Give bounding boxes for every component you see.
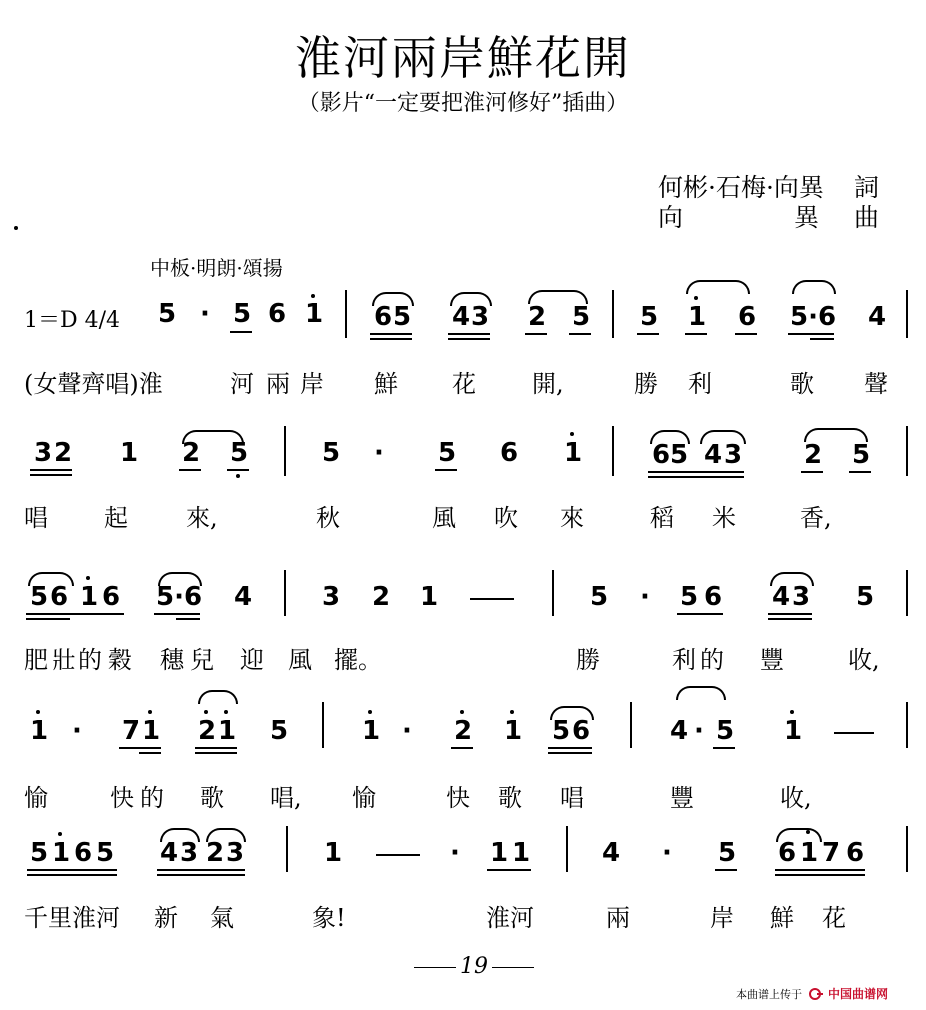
octave-dot (204, 710, 208, 714)
note: 5 (230, 438, 249, 468)
underline (810, 338, 834, 340)
note: 6 (846, 838, 865, 868)
note: 5 (30, 838, 49, 868)
lyric: 快 (110, 784, 134, 812)
note: 4 (234, 582, 253, 612)
note: 5 (716, 716, 735, 746)
underline (548, 752, 592, 754)
barline (906, 826, 908, 872)
note: 5 (640, 302, 659, 332)
composer-role: 曲 (854, 203, 880, 232)
lyric: 愉 (352, 784, 376, 812)
underline (525, 333, 547, 335)
note: 5 (30, 582, 49, 612)
note: 4 (868, 302, 887, 332)
lyric: 唱, (270, 784, 302, 812)
underline (713, 747, 735, 749)
note: 6 (778, 838, 797, 868)
lyric: 壯 (52, 646, 76, 674)
barline (612, 290, 614, 338)
lyric: 河 (510, 904, 534, 932)
octave-dot (148, 710, 152, 714)
lyric: 歌 (790, 370, 814, 398)
note: 5 (393, 302, 412, 332)
lyric: 香, (800, 504, 832, 532)
note: 1 (305, 299, 324, 329)
note-dot: · (450, 838, 460, 868)
note: 2 (54, 438, 73, 468)
underline (548, 747, 592, 749)
lyric: 肥 (24, 646, 48, 674)
underline (370, 333, 412, 335)
composer-name-b: 異 (794, 203, 820, 232)
underline (849, 471, 871, 473)
barline (552, 570, 554, 616)
octave-dot (806, 830, 810, 834)
underline (26, 618, 70, 620)
slur (676, 686, 726, 700)
barline (566, 826, 568, 872)
barline (284, 570, 286, 616)
underline (195, 752, 237, 754)
lyric: 里 (48, 904, 72, 932)
underline (451, 747, 473, 749)
note: 5 (852, 440, 871, 470)
barline (286, 826, 288, 872)
note: 5·6 (790, 302, 837, 332)
lyric: 鮮 (374, 370, 398, 398)
lyric: 兒 (190, 646, 214, 674)
underline (637, 333, 659, 335)
lyric: 兩 (606, 904, 630, 932)
slur (686, 280, 750, 294)
note: 6 (652, 440, 671, 470)
slur (198, 690, 238, 704)
underline (370, 338, 412, 340)
underline (435, 469, 457, 471)
note: 6 (500, 438, 519, 468)
octave-dot (570, 432, 574, 436)
note: 1 (800, 838, 819, 868)
note: 5 (96, 838, 115, 868)
underline (775, 869, 865, 871)
note: 1 (504, 716, 523, 746)
footer-prefix: 本曲谱上传于 (736, 988, 802, 1001)
song-title: 淮河兩岸鮮花開 (295, 31, 631, 85)
note: 6 (268, 299, 287, 329)
note: 2 (528, 302, 547, 332)
underline (801, 471, 823, 473)
key-signature: 1＝D 4/4 (24, 308, 121, 333)
underline (227, 469, 249, 471)
page-number-text: 19 (460, 954, 488, 979)
note: 1 (564, 438, 583, 468)
barline (906, 290, 908, 338)
octave-dot (460, 710, 464, 714)
lyric: 淮 (486, 904, 510, 932)
note: 5 (270, 716, 289, 746)
barline (322, 702, 324, 748)
note: 1 (80, 582, 99, 612)
note: 6 (374, 302, 393, 332)
note: 1 (120, 438, 139, 468)
note: 5 (233, 299, 252, 329)
octave-dot (86, 576, 90, 580)
note: 5 (718, 838, 737, 868)
note: 5 (856, 582, 875, 612)
note-dot: · (662, 838, 672, 868)
note: 5 (322, 438, 341, 468)
lyric: 勝 (634, 370, 658, 398)
barline (630, 702, 632, 748)
duration-dash (470, 598, 514, 600)
lyric: 穗 (160, 646, 184, 674)
barline (612, 426, 614, 476)
underline (30, 469, 72, 471)
lyric: 唱 (24, 504, 48, 532)
octave-dot (311, 294, 315, 298)
note: 4 (772, 582, 791, 612)
lyric: 豐 (760, 646, 784, 674)
note: 1 (52, 838, 71, 868)
note: 5 (158, 299, 177, 329)
note: 3 (724, 440, 743, 470)
note-dot: · (374, 438, 384, 468)
octave-dot (368, 710, 372, 714)
underline (448, 338, 490, 340)
note: 3 (792, 582, 811, 612)
lyric: 花 (452, 370, 476, 398)
lyric: 穀 (108, 646, 132, 674)
lyric: 河 (96, 904, 120, 932)
note: 1 (490, 838, 509, 868)
note: 2 (182, 438, 201, 468)
note: 3 (322, 582, 341, 612)
note: 6 (704, 582, 723, 612)
note: 4 (670, 716, 689, 746)
underline (230, 331, 252, 333)
note: 7 (122, 716, 141, 746)
barline (906, 426, 908, 476)
margin-mark (14, 226, 18, 230)
underline (157, 869, 245, 871)
lyric: 擺。 (334, 646, 382, 674)
lyric: 迎 (240, 646, 264, 674)
underline (768, 613, 812, 615)
lyric: 新 (154, 904, 178, 932)
lyric: 開, (532, 370, 564, 398)
lyric: 收, (848, 646, 880, 674)
note: 1 (142, 716, 161, 746)
note: 4 (704, 440, 723, 470)
note: 3 (180, 838, 199, 868)
note: 2 (198, 716, 217, 746)
lyric: 氣 (210, 904, 234, 932)
note-dot: · (402, 716, 412, 746)
tempo-marking: 中板·明朗·頌揚 (150, 256, 283, 280)
note: 2 (804, 440, 823, 470)
lyric: 來 (560, 504, 584, 532)
lyric: 吹 (494, 504, 518, 532)
underline (768, 618, 812, 620)
lyric: 豐 (670, 784, 694, 812)
page-number-rule-left (414, 967, 456, 968)
lyric: 的 (140, 784, 164, 812)
note: 2 (372, 582, 391, 612)
underline (30, 474, 72, 476)
octave-dot (510, 710, 514, 714)
underline (195, 747, 237, 749)
underline (448, 333, 490, 335)
lyric: 歌 (498, 784, 522, 812)
barline (906, 570, 908, 616)
note-dot: · (200, 299, 210, 329)
note: 5 (680, 582, 699, 612)
barline (284, 426, 286, 476)
lyric: 風 (432, 504, 456, 532)
underline (677, 613, 723, 615)
note: 4 (452, 302, 471, 332)
note-dot: · (72, 716, 82, 746)
note: 5 (552, 716, 571, 746)
lyric: 唱 (560, 784, 584, 812)
underline (569, 333, 591, 335)
octave-dot (236, 474, 240, 478)
slur (792, 280, 836, 294)
note: 2 (454, 716, 473, 746)
barline (345, 290, 347, 338)
underline (487, 869, 531, 871)
underline (788, 333, 834, 335)
lyric: 兩 (266, 370, 290, 398)
underline (119, 747, 161, 749)
note: 1 (784, 716, 803, 746)
octave-dot (58, 832, 62, 836)
lyric: 收, (780, 784, 812, 812)
underline (176, 618, 200, 620)
note: 5 (438, 438, 457, 468)
lyric: 起 (104, 504, 128, 532)
lyric: 利 (672, 646, 696, 674)
underline (27, 874, 117, 876)
underline (735, 333, 757, 335)
note: 4 (602, 838, 621, 868)
lyric: 岸 (710, 904, 734, 932)
note-dot: · (694, 716, 704, 746)
note: 5 (670, 440, 689, 470)
lyric: 秋 (316, 504, 340, 532)
note: 6 (738, 302, 757, 332)
octave-dot (36, 710, 40, 714)
footer-brand: 中国曲谱网 (828, 987, 889, 1001)
lyric: 聲 (864, 370, 888, 398)
note: 6 (572, 716, 591, 746)
underline (154, 613, 200, 615)
site-logo-icon (809, 988, 823, 1000)
note-dot: · (640, 582, 650, 612)
underline (715, 869, 737, 871)
lyric: 快 (446, 784, 470, 812)
note: 6 (50, 582, 69, 612)
lyric: 的 (78, 646, 102, 674)
lyric: 鮮 (770, 904, 794, 932)
note: 7 (822, 838, 841, 868)
underline (685, 333, 707, 335)
lyric: 河 (230, 370, 254, 398)
lyric: 米 (712, 504, 736, 532)
duration-dash (834, 732, 874, 734)
note: 1 (688, 302, 707, 332)
octave-dot (790, 710, 794, 714)
underline (139, 752, 161, 754)
note: 1 (30, 716, 49, 746)
underline (26, 613, 124, 615)
lyric: 千 (24, 904, 48, 932)
lyric: 的 (700, 646, 724, 674)
note: 1 (324, 838, 343, 868)
lyric: 花 (822, 904, 846, 932)
lyric: 淮 (72, 904, 96, 932)
octave-dot (224, 710, 228, 714)
composer-name-a: 向 (658, 203, 684, 232)
lyric: 稻 (650, 504, 674, 532)
lyric: 勝 (576, 646, 600, 674)
lyricist-role: 詞 (854, 173, 880, 202)
underline (27, 869, 117, 871)
note: 6 (102, 582, 121, 612)
page-number-rule-right (492, 967, 534, 968)
note: 3 (34, 438, 53, 468)
lyric: 象! (312, 904, 346, 932)
note: 1 (420, 582, 439, 612)
lyric: 歌 (200, 784, 224, 812)
footer-watermark[interactable] (736, 985, 888, 1002)
note: 6 (74, 838, 93, 868)
note: 5 (590, 582, 609, 612)
underline (179, 469, 201, 471)
page-number (410, 954, 538, 979)
barline (906, 702, 908, 748)
note: 5·6 (156, 582, 203, 612)
lyric: (女聲齊唱)淮 (24, 370, 163, 398)
lyric: 風 (288, 646, 312, 674)
duration-dash (376, 854, 420, 856)
note: 5 (572, 302, 591, 332)
octave-dot (694, 296, 698, 300)
song-subtitle: （影片“一定要把淮河修好”插曲） (297, 91, 629, 116)
lyric: 來, (186, 504, 218, 532)
note: 1 (512, 838, 531, 868)
note: 3 (471, 302, 490, 332)
underline (157, 874, 245, 876)
note: 1 (362, 716, 381, 746)
lyricist-names: 何彬·石梅·向異 (658, 173, 824, 202)
underline (648, 476, 744, 478)
lyric: 利 (688, 370, 712, 398)
note: 2 (206, 838, 225, 868)
lyric: 愉 (24, 784, 48, 812)
note: 1 (218, 716, 237, 746)
note: 4 (160, 838, 179, 868)
underline (775, 874, 865, 876)
underline (648, 471, 744, 473)
note: 3 (226, 838, 245, 868)
lyric: 岸 (300, 370, 324, 398)
